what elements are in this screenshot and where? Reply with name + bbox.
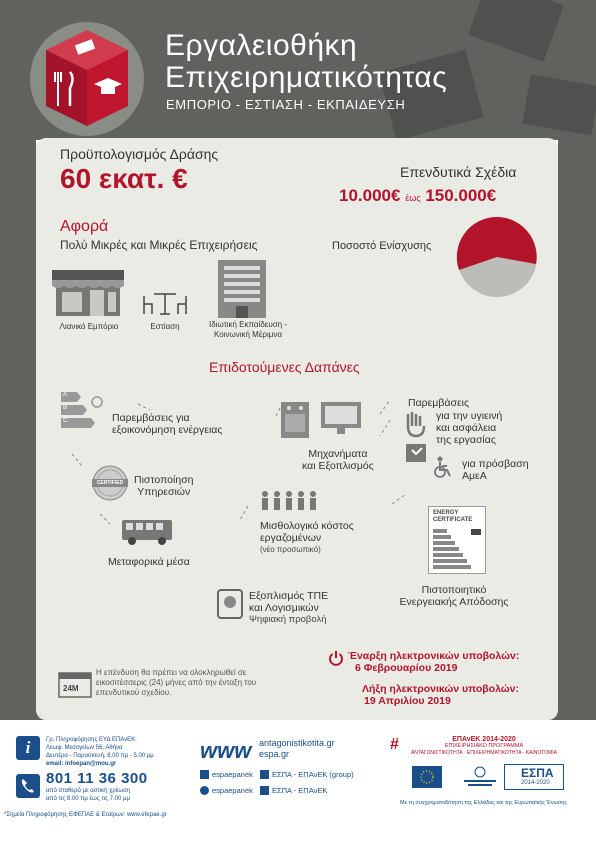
phone-info-line1: από σταθερό με αστική χρέωση [46, 788, 131, 794]
target-food-label: Εστίαση [150, 322, 180, 331]
start-date-value: 6 Φεβρουαρίου 2019 [355, 662, 458, 674]
machines-label-line1: Μηχανήματα [308, 448, 368, 460]
energy-label-line2: εξοικονόμηση ενέργειας [112, 424, 223, 436]
facebook-icon[interactable] [200, 770, 209, 779]
epanek-logo [404, 736, 564, 757]
machines-label-line2: και Εξοπλισμός [302, 460, 374, 472]
header-subtitle: ΕΜΠΟΡΙΟ - ΕΣΤΙΑΣΗ - ΕΚΠΑΙΔΕΥΣΗ [166, 97, 406, 112]
phone-info-line2: από τις 8.00 πμ έως τις 7.00 μμ [46, 796, 130, 802]
targets-subtitle: Πολύ Μικρές και Μικρές Επιχειρήσεις [60, 238, 258, 252]
certified-badge-text: CERTIFIED [96, 480, 124, 486]
ict-label-line1: Εξοπλισμός ΤΠΕ [249, 590, 329, 602]
retail-store-icon [52, 266, 124, 318]
energy-badge-b: B [63, 405, 68, 411]
subsidy-label: Ποσοστό Ενίσχυσης [332, 240, 432, 252]
title-line-2: Επιχειρηματικότητας [165, 61, 448, 94]
energy-badge-a: A [63, 392, 68, 398]
interventions-line1: Παρεμβάσεις [408, 397, 470, 409]
info-block [46, 736, 154, 768]
plans-range [339, 186, 496, 206]
website-2[interactable]: espa.gr [259, 749, 290, 759]
linkedin-link[interactable]: ΕΣΠΑ - ΕΠΑνΕΚ (group) [272, 770, 354, 779]
interventions-line2: για την υγιεινή [436, 410, 503, 422]
energy-cert-label-line1: Πιστοποιητικό [421, 584, 487, 596]
energy-cert-label-line2: Ενεργειακής Απόδοσης [399, 596, 509, 608]
facebook-link[interactable]: espaepanek [212, 770, 253, 779]
calendar-badge: 24M [63, 684, 79, 693]
plans-min: 10.000€ [339, 186, 401, 205]
cofund-text: Με τη συγχρηματοδότηση της Ελλάδας και της Ευρωπαϊκής Ένωσης [400, 800, 568, 806]
salary-label-line3: (νέο προσωπικό) [260, 545, 321, 554]
transport-label: Μεταφορικά μέσα [108, 556, 190, 568]
side-frame-left [0, 140, 36, 720]
plans-label: Επενδυτικά Σχέδια [400, 164, 517, 180]
target-education-line2: Κοινωνική Μέριμνα [214, 330, 282, 339]
energy-badge-c: C [63, 418, 68, 424]
ict-label-line3: Ψηφιακή προβολή [249, 614, 327, 625]
eu-flag-icon [412, 766, 442, 788]
websites [259, 738, 335, 760]
phone-icon [16, 774, 40, 798]
energy-cert-title-line1: ENERGY [433, 510, 459, 516]
target-education-label [206, 320, 290, 340]
cert-label-line1: Πιστοποίηση [134, 474, 194, 486]
twitter-link[interactable]: espaepanek [212, 786, 253, 795]
title-line-1: Εργαλειοθήκη [165, 29, 358, 62]
power-icon [328, 650, 344, 666]
toolbox-cube-logo-icon [28, 20, 146, 138]
youtube-icon[interactable] [260, 786, 269, 795]
energy-cert-title-line2: CERTIFICATE [433, 517, 473, 523]
budget-label: Προϋπολογισμός Δράσης [60, 146, 219, 162]
efepae-note[interactable]: *Σημεία Πληροφόρησης ΕΦΕΠΑΕ & Εταίρων: www.efepae.gr [4, 812, 167, 818]
phone-info [46, 787, 130, 803]
espa-logo-years: 2014-2020 [521, 780, 550, 786]
cert-label-line2: Υπηρεσιών [137, 486, 191, 498]
plans-connector: έως [405, 193, 421, 203]
twitter-icon[interactable] [200, 786, 209, 795]
end-date-value: 19 Απριλίου 2019 [364, 695, 451, 707]
interventions-line3: και ασφάλεια [436, 422, 497, 434]
connector-lines [60, 380, 540, 620]
epanek-line3: ΑΝΤΑΓΩΝΙΣΤΙΚΟΤΗΤΑ · ΕΠΙΧΕΙΡΗΜΑΤΙΚΟΤΗΤΑ · ΚΑΙΝΟΤΟΜΙΑ [410, 750, 558, 756]
epanek-line2: ΕΠΙΧΕΙΡΗΣΙΑΚΟ ΠΡΟΓΡΑΜΜΑ [444, 743, 524, 749]
salary-label-line1: Μισθολογικό κόστος [260, 520, 354, 532]
ict-label-line2: και Λογισμικών [249, 602, 319, 614]
end-date-label: Λήξη ηλεκτρονικών υποβολών: [362, 683, 520, 695]
restaurant-tables-icon [140, 288, 190, 316]
side-frame-right [558, 140, 596, 720]
linkedin-icon[interactable] [260, 770, 269, 779]
school-building-icon [216, 258, 268, 318]
info-email[interactable]: email: infoepan@mou.gr [46, 761, 117, 767]
subsidy-pie-icon [456, 216, 538, 298]
info-line-3: Δευτέρα - Παρασκευή, 8.00 πμ - 5.00 μμ [46, 753, 154, 759]
target-retail-label: Λιανικό Εμπόριο [59, 322, 119, 331]
access-label-line1: για πρόσβαση [462, 458, 529, 470]
interventions-line4: της εργασίας [436, 434, 496, 446]
header [0, 0, 596, 140]
salary-label-line2: εργαζομένων [260, 532, 322, 544]
espa-logo-text: ΕΣΠΑ [521, 766, 554, 780]
footer [0, 720, 596, 843]
plans-max: 150.000€ [425, 186, 497, 205]
info-line-1: Γρ. Πληροφόρησης ΕΥΔ ΕΠΑνΕΚ: [46, 737, 137, 743]
website-1[interactable]: antagonistikotita.gr [259, 738, 335, 748]
info-line-2: Λεωφ. Μεσογείων 56, Αθήνα [46, 745, 123, 751]
youtube-link[interactable]: ΕΣΠΑ - ΕΠΑνΕΚ [272, 786, 328, 795]
completion-note: Η επένδυση θα πρέπει να ολοκληρωθεί σε εικοσιτέσσερις (24) μήνες από την ένταξη του επενδυτικού σχεδίου. [96, 668, 257, 697]
www-logo: www [200, 738, 252, 763]
greek-ministry-icon [462, 766, 498, 788]
epanek-line1: ΕΠΑνΕΚ 2014-2020 [452, 736, 516, 743]
targets-title: Αφορά [60, 218, 109, 235]
espa-logo [504, 764, 564, 790]
target-education-line1: Ιδιωτική Εκπαίδευση - [208, 320, 287, 329]
hashtag-icon: # [390, 736, 399, 753]
expenses-title: Επιδοτούμενες Δαπάνες [209, 359, 360, 375]
energy-label-line1: Παρεμβάσεις για [112, 412, 190, 424]
phone-number[interactable]: 801 11 36 300 [46, 770, 148, 787]
budget-value: 60 εκατ. € [60, 163, 188, 194]
access-label-line2: ΑμεΑ [462, 470, 487, 482]
start-date-label: Έναρξη ηλεκτρονικών υποβολών: [348, 650, 520, 662]
info-icon: i [16, 736, 40, 760]
